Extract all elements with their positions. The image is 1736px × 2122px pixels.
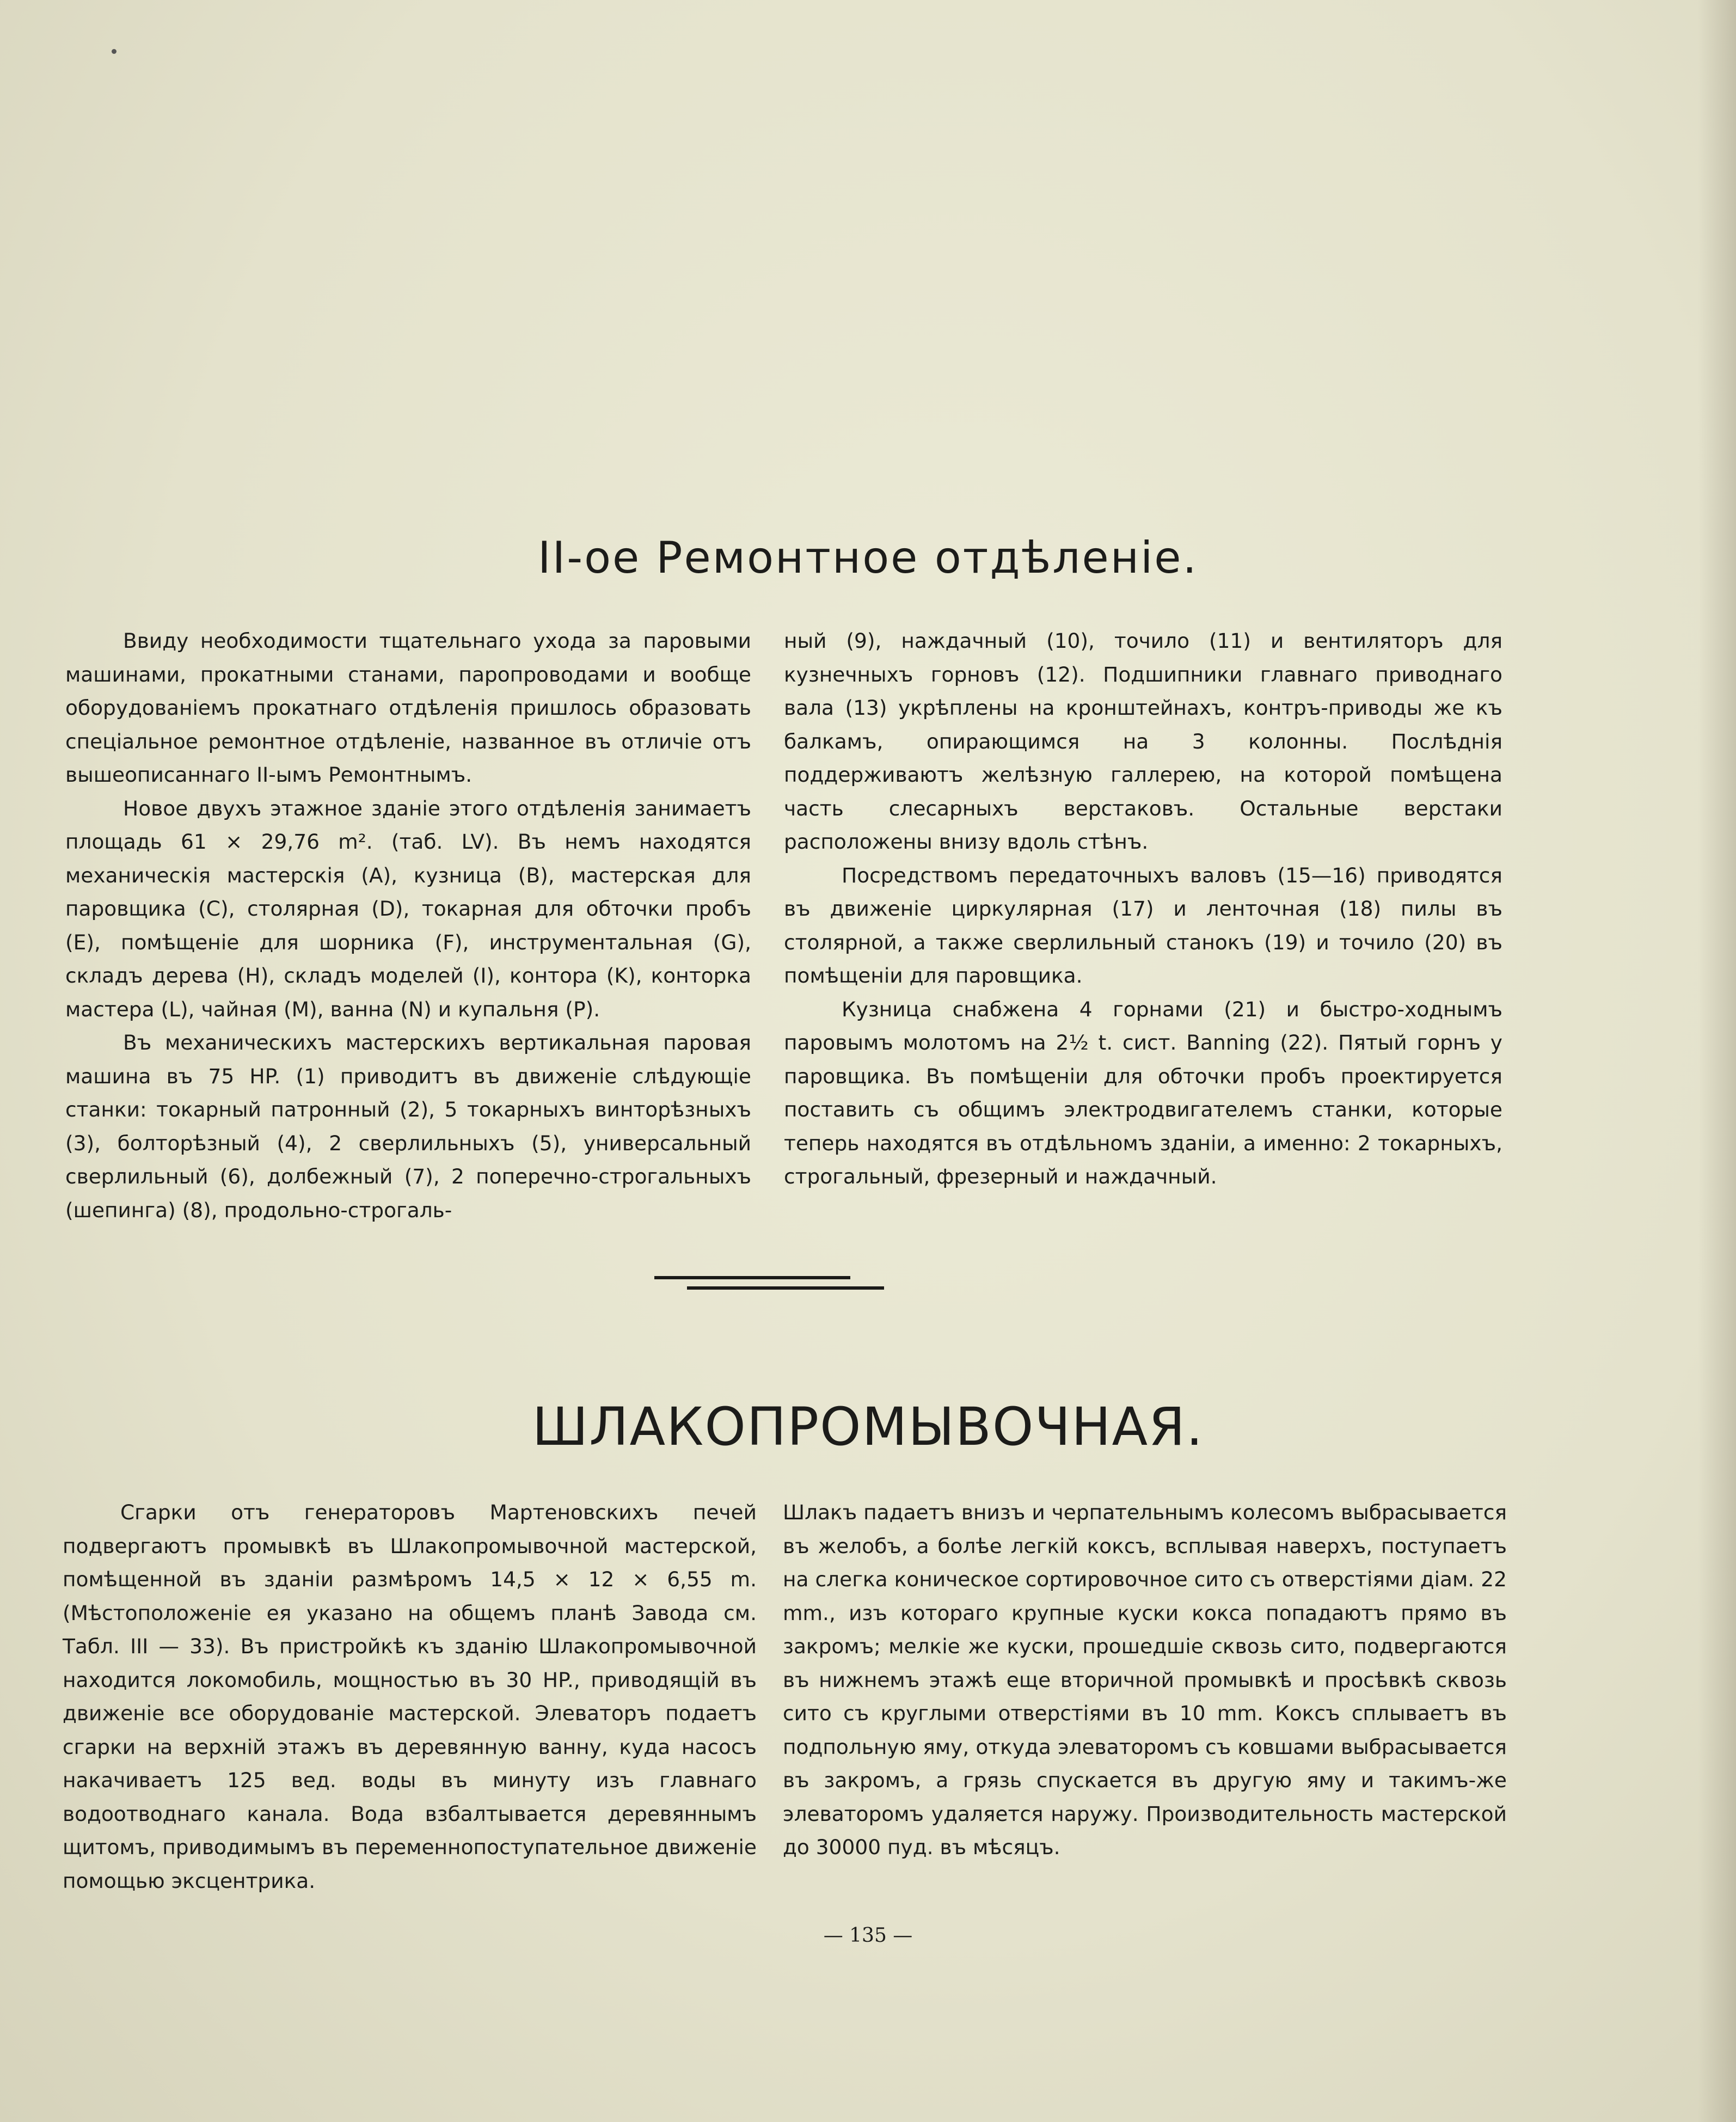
section-title-repair-text: Ремонтное отдѣленіе. (656, 532, 1198, 583)
section-title-slag: ШЛАКОПРОМЫВОЧНАЯ. (532, 1396, 1204, 1457)
section-title-repair-number: II-ое (538, 532, 641, 583)
divider-rule-upper (654, 1276, 850, 1279)
page-number: — 135 — (823, 1924, 913, 1947)
paragraph: Новое двухъ этажное зданіе этого отдѣленія занимаетъ площадь 61 × 29,76 m². (таб. LV). Въ немъ находятся механическія мастерскія (A), кузница (B), мастерская для паровщика (C), столярная (D), токарная для обточки пробъ (E), помѣщеніе для шорника (F), инструментальная (G), складъ дерева (H), складъ моделей (I), контора (K), конторка мастера (L), чайная (M), ванна (N) и купальня (P). (65, 796, 751, 1021)
paragraph: Шлакъ падаетъ внизъ и черпательнымъ колесомъ выбрасывается въ желобъ, а болѣе легкій коксъ, всплывая наверхъ, поступаетъ на слегка коническое сортировочное сито съ отверстіями діам. 22 mm., изъ котораго крупные куски кокса попадаютъ прямо въ закромъ; мелкіе же куски, прошедшіе сквозь сито, подвергаются въ нижнемъ этажѣ еще вторичной промывкѣ и просѣвкѣ сквозь сито съ круглыми отверстіями въ 10 mm. Коксъ сплываетъ въ подпольную яму, откуда элеваторомъ съ ковшами выбрасывается въ закромъ, а грязь спускается въ другую яму и такимъ-же элеваторомъ удаляется наружу. Производительность мастерской до 30000 пуд. въ мѣсяцъ. (783, 1500, 1507, 1859)
section-title-repair (0, 532, 1736, 583)
ink-speck (112, 49, 116, 54)
slag-left-column (63, 1496, 757, 1898)
repair-left-column (65, 624, 751, 1227)
repair-right-column (784, 624, 1502, 1194)
paragraph: Посредствомъ передаточныхъ валовъ (15—16) приводятся въ движеніе циркулярная (17) и ленточная (18) пилы въ столярной, а также сверлильный станокъ (19) и точило (20) въ помѣщеніи для паровщика. (784, 863, 1502, 988)
paragraph: Сгарки отъ генераторовъ Мартеновскихъ печей подвергаютъ промывкѣ въ Шлакопромывочной мастерской, помѣщенной въ зданіи размѣромъ 14,5 × 12 × 6,55 m. (Мѣстоположеніе ея указано на общемъ планѣ Завода см. Табл. III — 33). Въ пристройкѣ къ зданію Шлакопромывочной находится локомобиль, мощностью въ 30 HP., приводящій въ движеніе все оборудованіе мастерской. Элеваторъ подаетъ сгарки на верхній этажъ въ деревянную ванну, куда насосъ накачиваетъ 125 вед. воды въ минуту изъ главнаго водоотводнаго канала. Вода взбалтывается деревяннымъ щитомъ, приводимымъ въ переменнопоступательное движеніе помощью эксцентрика. (63, 1500, 757, 1893)
paragraph: ный (9), наждачный (10), точило (11) и вентиляторъ для кузнечныхъ горновъ (12). Подшипники главнаго приводнаго вала (13) укрѣплены на кронштейнахъ, контръ-приводы же къ балкамъ, опирающимся на 3 колонны. Послѣднія поддерживаютъ желѣзную галлерею, на которой помѣщена часть слесарныхъ верстаковъ. Остальные верстаки расположены внизу вдоль стѣнъ. (784, 629, 1502, 854)
divider-rule-lower (687, 1286, 884, 1290)
page-edge-shadow (1698, 0, 1736, 2122)
paragraph: Кузница снабжена 4 горнами (21) и быстро-ходнымъ паровымъ молотомъ на 2½ t. сист. Banning (22). Пятый горнъ у паровщика. Въ помѣщеніи для обточки пробъ проектируется поставить съ общимъ электродвигателемъ станки, которые теперь находятся въ отдѣльномъ зданіи, а именно: 2 токарныхъ, строгальный, фрезерный и наждачный. (784, 997, 1502, 1188)
slag-right-column (783, 1496, 1507, 1865)
paragraph: Ввиду необходимости тщательнаго ухода за паровыми машинами, прокатными станами, паропроводами и вообще оборудованіемъ прокатнаго отдѣленія пришлось образовать спеціальное ремонтное отдѣленіе, названное въ отличіе отъ вышеописаннаго II-ымъ Ремонтнымъ. (65, 629, 751, 787)
paragraph: Въ механическихъ мастерскихъ вертикальная паровая машина въ 75 HP. (1) приводитъ въ движеніе слѣдующіе станки: токарный патронный (2), 5 токарныхъ винторѣзныхъ (3), болторѣзный (4), 2 сверлильныхъ (5), универсальный сверлильный (6), долбежный (7), 2 поперечно-строгальныхъ (шепинга) (8), продольно-строгаль- (65, 1031, 751, 1222)
